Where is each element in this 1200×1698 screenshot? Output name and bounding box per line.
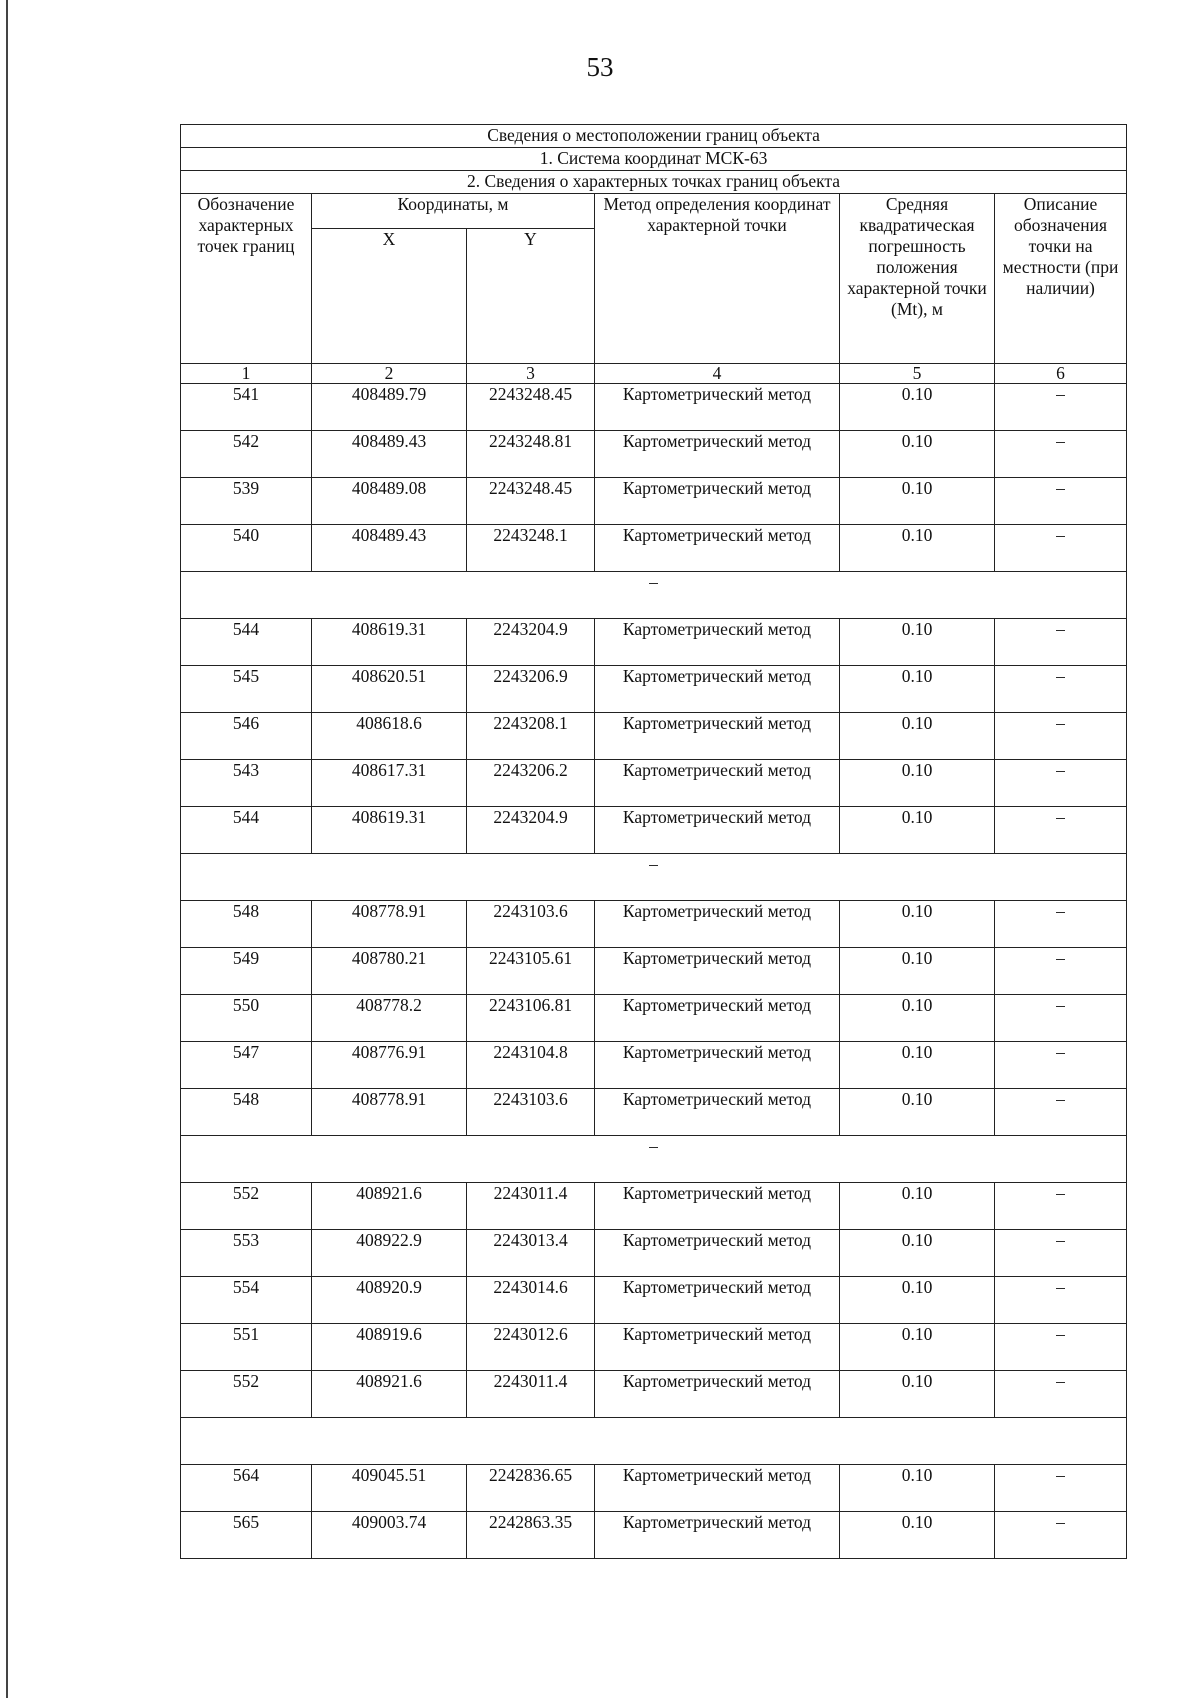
point-id-cell: 550 <box>181 995 312 1042</box>
column-number: 1 <box>181 364 312 384</box>
table-row <box>181 619 1127 666</box>
table-row <box>181 760 1127 807</box>
error-cell: 0.10 <box>840 1371 995 1418</box>
x-coord-cell: 408780.21 <box>312 948 467 995</box>
y-coord-cell: 2242863.35 <box>467 1512 595 1559</box>
error-cell: 0.10 <box>840 1324 995 1371</box>
description-cell: – <box>995 1089 1127 1136</box>
description-cell: – <box>995 1230 1127 1277</box>
method-cell: Картометрический метод <box>595 760 840 807</box>
point-id-cell: 546 <box>181 713 312 760</box>
x-coord-cell: 408619.31 <box>312 619 467 666</box>
header-coordinates: Координаты, м <box>312 194 595 229</box>
header-x: X <box>312 229 467 364</box>
x-coord-cell: 408619.31 <box>312 807 467 854</box>
table-row <box>181 1277 1127 1324</box>
error-cell: 0.10 <box>840 1465 995 1512</box>
description-cell: – <box>995 619 1127 666</box>
table-title: Сведения о местоположении границ объекта <box>181 125 1127 148</box>
x-coord-cell: 408921.6 <box>312 1183 467 1230</box>
description-cell: – <box>995 1512 1127 1559</box>
left-margin-rule <box>6 0 8 1698</box>
point-id-cell: 544 <box>181 619 312 666</box>
column-number: 4 <box>595 364 840 384</box>
point-id-cell: 564 <box>181 1465 312 1512</box>
description-cell: – <box>995 807 1127 854</box>
description-cell: – <box>995 478 1127 525</box>
x-coord-cell: 408778.91 <box>312 901 467 948</box>
table-row <box>181 1465 1127 1512</box>
method-cell: Картометрический метод <box>595 431 840 478</box>
x-coord-cell: 408618.6 <box>312 713 467 760</box>
point-id-cell: 549 <box>181 948 312 995</box>
method-cell: Картометрический метод <box>595 1371 840 1418</box>
table-row <box>181 384 1127 431</box>
x-coord-cell: 408489.43 <box>312 525 467 572</box>
x-coord-cell: 408617.31 <box>312 760 467 807</box>
group-separator-row <box>181 1136 1127 1183</box>
table-row <box>181 525 1127 572</box>
header-description: Описание обозначения точки на местности (при наличии) <box>995 194 1127 364</box>
group-separator: – <box>181 854 1127 901</box>
method-cell: Картометрический метод <box>595 1324 840 1371</box>
table-row <box>181 948 1127 995</box>
method-cell: Картометрический метод <box>595 807 840 854</box>
column-number: 6 <box>995 364 1127 384</box>
y-coord-cell: 2243206.9 <box>467 666 595 713</box>
x-coord-cell: 408489.43 <box>312 431 467 478</box>
table-row <box>181 1183 1127 1230</box>
point-id-cell: 547 <box>181 1042 312 1089</box>
point-id-cell: 552 <box>181 1183 312 1230</box>
point-id-cell: 554 <box>181 1277 312 1324</box>
y-coord-cell: 2243103.6 <box>467 901 595 948</box>
y-coord-cell: 2243013.4 <box>467 1230 595 1277</box>
x-coord-cell: 408489.08 <box>312 478 467 525</box>
point-id-cell: 545 <box>181 666 312 713</box>
error-cell: 0.10 <box>840 431 995 478</box>
x-coord-cell: 408921.6 <box>312 1371 467 1418</box>
error-cell: 0.10 <box>840 901 995 948</box>
description-cell: – <box>995 666 1127 713</box>
error-cell: 0.10 <box>840 666 995 713</box>
point-id-cell: 548 <box>181 901 312 948</box>
column-number: 2 <box>312 364 467 384</box>
page-number: 53 <box>586 52 614 82</box>
x-coord-cell: 409045.51 <box>312 1465 467 1512</box>
description-cell: – <box>995 1042 1127 1089</box>
point-id-cell: 542 <box>181 431 312 478</box>
error-cell: 0.10 <box>840 948 995 995</box>
table-row <box>181 995 1127 1042</box>
column-number: 5 <box>840 364 995 384</box>
description-cell: – <box>995 431 1127 478</box>
y-coord-cell: 2243204.9 <box>467 807 595 854</box>
point-id-cell: 553 <box>181 1230 312 1277</box>
error-cell: 0.10 <box>840 807 995 854</box>
description-cell: – <box>995 760 1127 807</box>
method-cell: Картометрический метод <box>595 525 840 572</box>
description-cell: – <box>995 525 1127 572</box>
method-cell: Картометрический метод <box>595 1277 840 1324</box>
method-cell: Картометрический метод <box>595 619 840 666</box>
y-coord-cell: 2243104.8 <box>467 1042 595 1089</box>
point-id-cell: 544 <box>181 807 312 854</box>
method-cell: Картометрический метод <box>595 384 840 431</box>
method-cell: Картометрический метод <box>595 1512 840 1559</box>
method-cell: Картометрический метод <box>595 1089 840 1136</box>
group-separator-row <box>181 1418 1127 1465</box>
method-cell: Картометрический метод <box>595 901 840 948</box>
y-coord-cell: 2243248.81 <box>467 431 595 478</box>
y-coord-cell: 2243105.61 <box>467 948 595 995</box>
x-coord-cell: 408776.91 <box>312 1042 467 1089</box>
y-coord-cell: 2243011.4 <box>467 1183 595 1230</box>
point-id-cell: 552 <box>181 1371 312 1418</box>
error-cell: 0.10 <box>840 1089 995 1136</box>
y-coord-cell: 2243248.45 <box>467 478 595 525</box>
x-coord-cell: 408778.91 <box>312 1089 467 1136</box>
point-id-cell: 548 <box>181 1089 312 1136</box>
table-row <box>181 1512 1127 1559</box>
x-coord-cell: 409003.74 <box>312 1512 467 1559</box>
table-row <box>181 807 1127 854</box>
group-separator: – <box>181 1136 1127 1183</box>
y-coord-cell: 2243204.9 <box>467 619 595 666</box>
x-coord-cell: 408778.2 <box>312 995 467 1042</box>
table-row <box>181 901 1127 948</box>
description-cell: – <box>995 1324 1127 1371</box>
x-coord-cell: 408922.9 <box>312 1230 467 1277</box>
header-method: Метод определения координат характерной точки <box>595 194 840 364</box>
method-cell: Картометрический метод <box>595 666 840 713</box>
description-cell: – <box>995 948 1127 995</box>
table-row <box>181 666 1127 713</box>
y-coord-cell: 2242836.65 <box>467 1465 595 1512</box>
error-cell: 0.10 <box>840 1230 995 1277</box>
method-cell: Картометрический метод <box>595 1183 840 1230</box>
description-cell: – <box>995 384 1127 431</box>
method-cell: Картометрический метод <box>595 1042 840 1089</box>
point-id-cell: 565 <box>181 1512 312 1559</box>
table-row <box>181 1089 1127 1136</box>
method-cell: Картометрический метод <box>595 1230 840 1277</box>
method-cell: Картометрический метод <box>595 1465 840 1512</box>
group-separator-row <box>181 854 1127 901</box>
coordinate-system-line: 1. Система координат МСК-63 <box>181 148 1127 171</box>
error-cell: 0.10 <box>840 1183 995 1230</box>
error-cell: 0.10 <box>840 384 995 431</box>
description-cell: – <box>995 713 1127 760</box>
table-row <box>181 1042 1127 1089</box>
error-cell: 0.10 <box>840 1277 995 1324</box>
points-info-line: 2. Сведения о характерных точках границ объекта <box>181 171 1127 194</box>
x-coord-cell: 408919.6 <box>312 1324 467 1371</box>
error-cell: 0.10 <box>840 995 995 1042</box>
table-row <box>181 478 1127 525</box>
error-cell: 0.10 <box>840 1512 995 1559</box>
description-cell: – <box>995 901 1127 948</box>
header-error: Средняя квадратическая погрешность положения характерной точки (Mt), м <box>840 194 995 364</box>
error-cell: 0.10 <box>840 1042 995 1089</box>
x-coord-cell: 408620.51 <box>312 666 467 713</box>
point-id-cell: 540 <box>181 525 312 572</box>
y-coord-cell: 2243014.6 <box>467 1277 595 1324</box>
group-separator <box>181 1418 1127 1465</box>
description-cell: – <box>995 1371 1127 1418</box>
point-id-cell: 551 <box>181 1324 312 1371</box>
error-cell: 0.10 <box>840 760 995 807</box>
method-cell: Картометрический метод <box>595 478 840 525</box>
error-cell: 0.10 <box>840 713 995 760</box>
method-cell: Картометрический метод <box>595 995 840 1042</box>
y-coord-cell: 2243011.4 <box>467 1371 595 1418</box>
point-id-cell: 539 <box>181 478 312 525</box>
y-coord-cell: 2243248.1 <box>467 525 595 572</box>
group-separator: – <box>181 572 1127 619</box>
boundary-points-table <box>180 124 1127 1559</box>
description-cell: – <box>995 1465 1127 1512</box>
method-cell: Картометрический метод <box>595 713 840 760</box>
table-row <box>181 713 1127 760</box>
y-coord-cell: 2243208.1 <box>467 713 595 760</box>
header-y: Y <box>467 229 595 364</box>
y-coord-cell: 2243012.6 <box>467 1324 595 1371</box>
table-row <box>181 431 1127 478</box>
description-cell: – <box>995 1183 1127 1230</box>
header-point-designation: Обозначение характерных точек границ <box>181 194 312 364</box>
method-cell: Картометрический метод <box>595 948 840 995</box>
description-cell: – <box>995 995 1127 1042</box>
error-cell: 0.10 <box>840 478 995 525</box>
table-row <box>181 1230 1127 1277</box>
table-row <box>181 1371 1127 1418</box>
table-row <box>181 1324 1127 1371</box>
y-coord-cell: 2243103.6 <box>467 1089 595 1136</box>
x-coord-cell: 408489.79 <box>312 384 467 431</box>
y-coord-cell: 2243106.81 <box>467 995 595 1042</box>
group-separator-row <box>181 572 1127 619</box>
error-cell: 0.10 <box>840 525 995 572</box>
point-id-cell: 541 <box>181 384 312 431</box>
y-coord-cell: 2243206.2 <box>467 760 595 807</box>
y-coord-cell: 2243248.45 <box>467 384 595 431</box>
error-cell: 0.10 <box>840 619 995 666</box>
description-cell: – <box>995 1277 1127 1324</box>
x-coord-cell: 408920.9 <box>312 1277 467 1324</box>
column-number: 3 <box>467 364 595 384</box>
point-id-cell: 543 <box>181 760 312 807</box>
